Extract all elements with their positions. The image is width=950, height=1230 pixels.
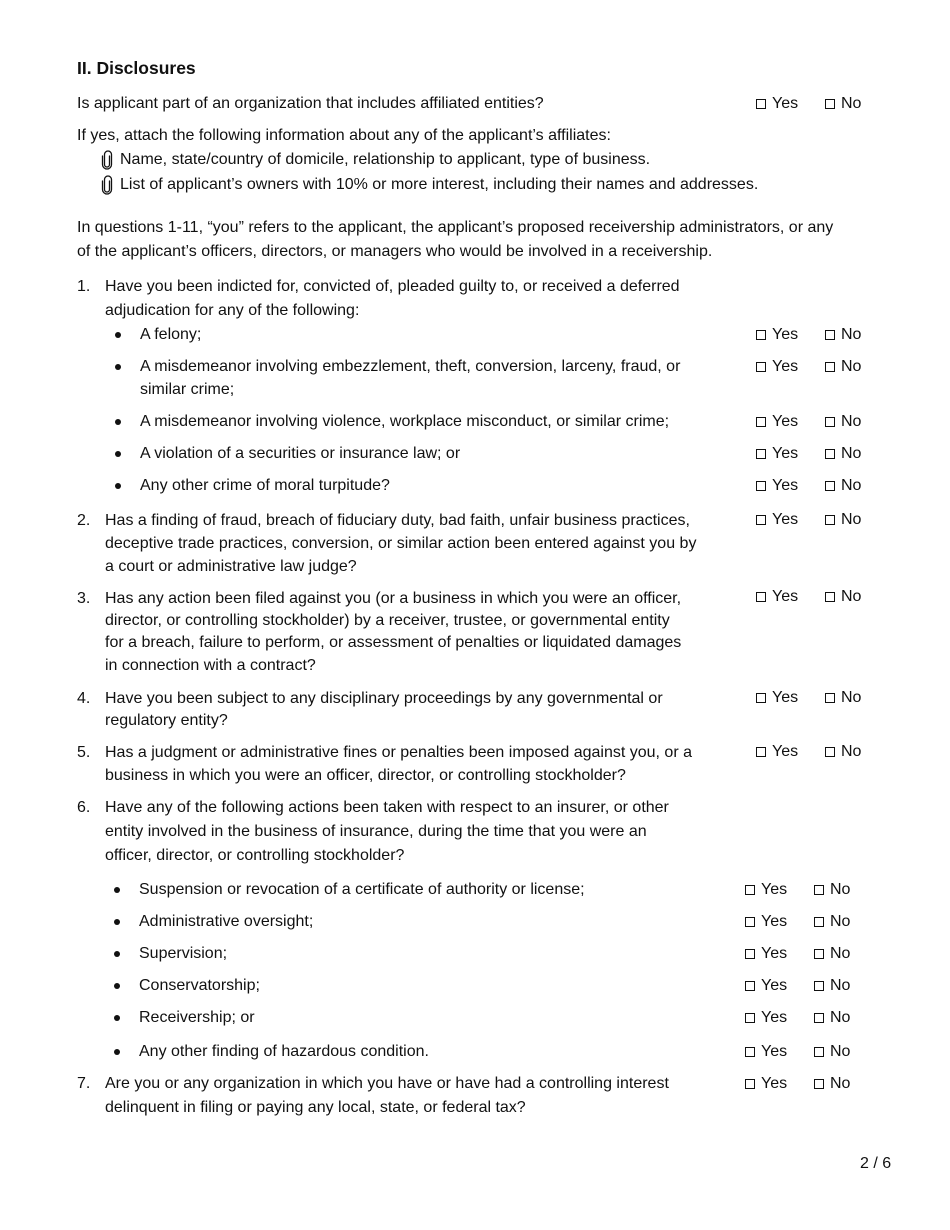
yes-checkbox[interactable]: Yes — [756, 742, 798, 762]
question-number: 1. — [77, 278, 91, 295]
bullet-icon — [114, 1049, 120, 1055]
checkbox-icon — [814, 1047, 824, 1057]
question-text-line: Has any action been filed against you (or a business in which you were an officer, — [105, 590, 682, 607]
item-text: similar crime; — [140, 381, 235, 398]
question-text-line: a court or administrative law judge? — [105, 558, 357, 575]
checkbox-icon — [756, 693, 766, 703]
yes-checkbox[interactable]: Yes — [745, 944, 787, 964]
no-checkbox[interactable]: No — [814, 1074, 850, 1094]
checkbox-icon — [825, 330, 835, 340]
checkbox-icon — [825, 417, 835, 427]
question-text-line: adjudication for any of the following: — [105, 302, 360, 319]
yes-checkbox[interactable]: Yes — [756, 412, 798, 432]
section-heading: II. Disclosures — [77, 58, 196, 78]
yes-checkbox[interactable]: Yes — [745, 912, 787, 932]
checkbox-icon — [745, 885, 755, 895]
yes-checkbox[interactable]: Yes — [745, 976, 787, 996]
affiliates-no-checkbox[interactable]: No — [825, 94, 861, 114]
checkbox-icon — [745, 917, 755, 927]
checkbox-icon — [745, 1079, 755, 1089]
page-number: 2 / 6 — [860, 1155, 892, 1172]
question-number: 6. — [77, 799, 91, 816]
no-checkbox[interactable]: No — [825, 444, 861, 464]
checkbox-icon — [825, 592, 835, 602]
no-checkbox[interactable]: No — [825, 587, 861, 607]
yes-checkbox[interactable]: Yes — [756, 357, 798, 377]
bullet-icon — [115, 419, 121, 425]
no-checkbox[interactable]: No — [825, 325, 861, 345]
question-text-line: regulatory entity? — [105, 712, 228, 729]
checkbox-icon — [825, 693, 835, 703]
attachment-item: Name, state/country of domicile, relationship to applicant, type of business. — [120, 151, 651, 168]
no-checkbox[interactable]: No — [825, 510, 861, 530]
attachment-item: List of applicant’s owners with 10% or more interest, including their names and addresses. — [120, 176, 759, 193]
checkbox-icon — [814, 1079, 824, 1089]
checkbox-icon — [745, 1013, 755, 1023]
bullet-icon — [115, 451, 121, 457]
yes-checkbox[interactable]: Yes — [756, 510, 798, 530]
yes-checkbox[interactable]: Yes — [745, 1074, 787, 1094]
yes-checkbox[interactable]: Yes — [756, 325, 798, 345]
checkbox-icon — [825, 747, 835, 757]
bullet-icon — [115, 483, 121, 489]
question-text-line: Has a finding of fraud, breach of fiduciary duty, bad faith, unfair business practices, — [105, 512, 690, 529]
checkbox-icon — [814, 981, 824, 991]
checkbox-icon — [814, 1013, 824, 1023]
checkbox-icon — [756, 592, 766, 602]
no-checkbox[interactable]: No — [825, 476, 861, 496]
yes-checkbox[interactable]: Yes — [745, 880, 787, 900]
checkbox-icon — [756, 362, 766, 372]
no-checkbox[interactable]: No — [814, 1008, 850, 1028]
checkbox-icon — [825, 99, 835, 109]
yes-checkbox[interactable]: Yes — [756, 444, 798, 464]
question-text-line: delinquent in filing or paying any local, state, or federal tax? — [105, 1099, 526, 1116]
item-text: Conservatorship; — [139, 977, 260, 994]
question-text-line: entity involved in the business of insurance, during the time that you were an — [105, 823, 647, 840]
affiliates-question: Is applicant part of an organization that includes affiliated entities? — [77, 95, 544, 112]
question-number: 4. — [77, 690, 91, 707]
no-checkbox[interactable]: No — [825, 412, 861, 432]
checkbox-icon — [756, 417, 766, 427]
bullet-icon — [114, 1015, 120, 1021]
bullet-icon — [114, 983, 120, 989]
paperclip-icon — [100, 175, 114, 195]
checkbox-icon — [814, 949, 824, 959]
no-checkbox[interactable]: No — [825, 357, 861, 377]
checkbox-icon — [745, 981, 755, 991]
yes-checkbox[interactable]: Yes — [756, 688, 798, 708]
intro-line: of the applicant’s officers, directors, or managers who would be involved in a receivership. — [77, 243, 713, 260]
item-text: Receivership; or — [139, 1009, 255, 1026]
question-number: 2. — [77, 512, 91, 529]
checkbox-icon — [756, 515, 766, 525]
question-text-line: in connection with a contract? — [105, 657, 316, 674]
question-text-line: Have you been indicted for, convicted of, pleaded guilty to, or received a deferred — [105, 278, 680, 295]
question-text-line: officer, director, or controlling stockholder? — [105, 847, 405, 864]
no-checkbox[interactable]: No — [814, 1042, 850, 1062]
checkbox-icon — [745, 949, 755, 959]
affiliates-yes-checkbox[interactable]: Yes — [756, 94, 798, 114]
item-text: Suspension or revocation of a certificate of authority or license; — [139, 881, 585, 898]
checkbox-icon — [814, 885, 824, 895]
paperclip-icon — [100, 150, 114, 170]
checkbox-icon — [756, 449, 766, 459]
bullet-icon — [115, 364, 121, 370]
checkbox-icon — [756, 99, 766, 109]
question-number: 7. — [77, 1075, 91, 1092]
item-text: Any other crime of moral turpitude? — [140, 477, 390, 494]
yes-checkbox[interactable]: Yes — [756, 476, 798, 496]
affiliates-instruction: If yes, attach the following information about any of the applicant’s affiliates: — [77, 127, 611, 144]
no-checkbox[interactable]: No — [825, 742, 861, 762]
question-text-line: business in which you were an officer, director, or controlling stockholder? — [105, 767, 626, 784]
question-number: 3. — [77, 590, 91, 607]
question-text-line: Have you been subject to any disciplinary proceedings by any governmental or — [105, 690, 663, 707]
checkbox-icon — [756, 330, 766, 340]
item-text: Supervision; — [139, 945, 228, 962]
item-text: Administrative oversight; — [139, 913, 314, 930]
question-text-line: Has a judgment or administrative fines or penalties been imposed against you, or a — [105, 744, 692, 761]
no-checkbox[interactable]: No — [814, 976, 850, 996]
yes-checkbox[interactable]: Yes — [745, 1008, 787, 1028]
no-checkbox[interactable]: No — [814, 944, 850, 964]
checkbox-icon — [825, 362, 835, 372]
checkbox-icon — [825, 481, 835, 491]
checkbox-icon — [756, 747, 766, 757]
question-number: 5. — [77, 744, 91, 761]
intro-line: In questions 1-11, “you” refers to the applicant, the applicant’s proposed receivership administrators, or any — [77, 219, 834, 236]
item-text: Any other finding of hazardous condition. — [139, 1043, 429, 1060]
no-checkbox[interactable]: No — [825, 688, 861, 708]
bullet-icon — [114, 951, 120, 957]
bullet-icon — [115, 332, 121, 338]
question-text-line: deceptive trade practices, conversion, or similar action been entered against you by — [105, 535, 697, 552]
checkbox-icon — [745, 1047, 755, 1057]
bullet-icon — [114, 887, 120, 893]
checkbox-icon — [814, 917, 824, 927]
no-checkbox[interactable]: No — [814, 912, 850, 932]
item-text: A misdemeanor involving violence, workplace misconduct, or similar crime; — [140, 413, 670, 430]
question-text-line: director, or controlling stockholder) by a receiver, trustee, or governmental entity — [105, 612, 670, 629]
question-text-line: for a breach, failure to perform, or assessment of penalties or liquidated damages — [105, 634, 682, 651]
bullet-icon — [114, 919, 120, 925]
yes-checkbox[interactable]: Yes — [756, 587, 798, 607]
question-text-line: Have any of the following actions been taken with respect to an insurer, or other — [105, 799, 669, 816]
checkbox-icon — [825, 449, 835, 459]
item-text: A violation of a securities or insurance law; or — [140, 445, 461, 462]
no-checkbox[interactable]: No — [814, 880, 850, 900]
checkbox-icon — [825, 515, 835, 525]
item-text: A misdemeanor involving embezzlement, theft, conversion, larceny, fraud, or — [140, 358, 681, 375]
yes-checkbox[interactable]: Yes — [745, 1042, 787, 1062]
checkbox-icon — [756, 481, 766, 491]
item-text: A felony; — [140, 326, 202, 343]
question-text-line: Are you or any organization in which you have or have had a controlling interest — [105, 1075, 669, 1092]
